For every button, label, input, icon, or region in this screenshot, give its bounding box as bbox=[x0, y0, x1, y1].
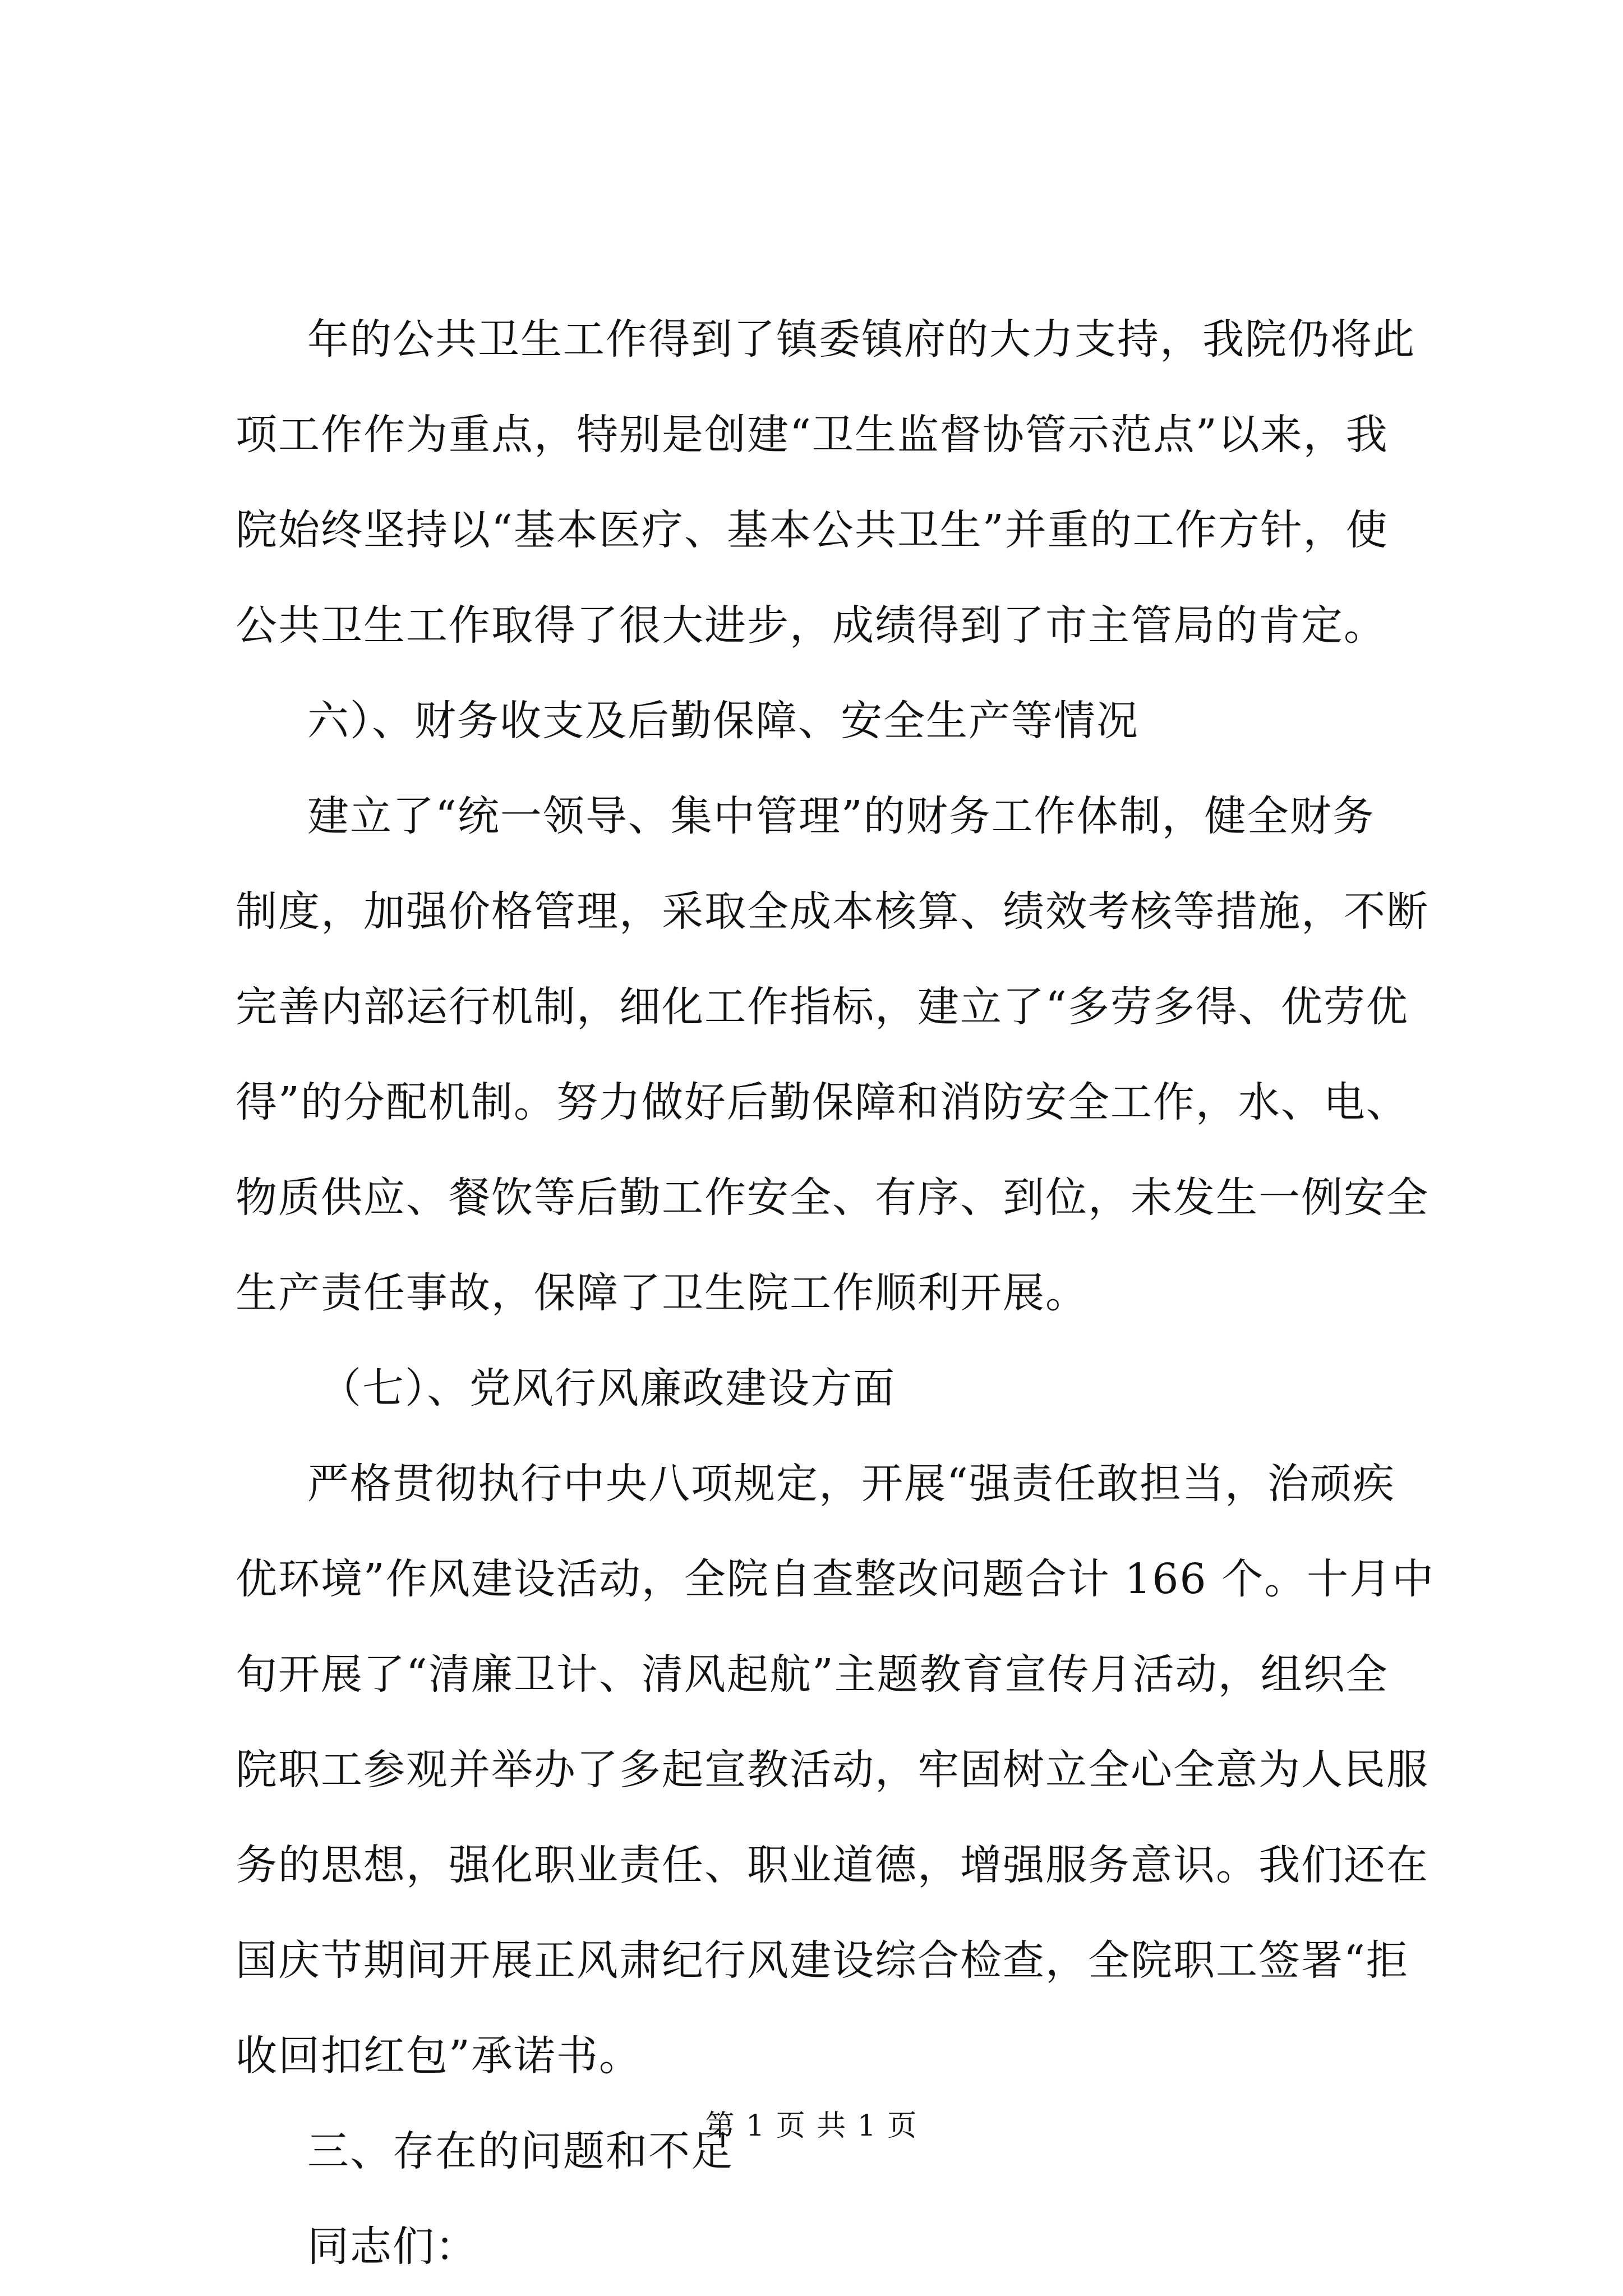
paragraph-line: 年的公共卫生工作得到了镇委镇府的大力支持，我院仍将此 bbox=[307, 315, 1415, 364]
paragraph-line: 国庆节期间开展正风肃纪行风建设综合检查，全院职工签署“拒 bbox=[236, 1936, 1409, 1985]
paragraph-line: 得”的分配机制。努力做好后勤保障和消防安全工作，水、电、 bbox=[236, 1078, 1409, 1126]
section-heading-problems: 三、存在的问题和不足 bbox=[307, 2127, 734, 2175]
paragraph-line: 公共卫生工作取得了很大进步，成绩得到了市主管局的肯定。 bbox=[236, 601, 1386, 650]
paragraph-line: 旬开展了“清廉卫计、清风起航”主题教育宣传月活动，组织全 bbox=[236, 1650, 1389, 1699]
paragraph-line: 建立了“统一领导、集中管理”的财务工作体制，健全财务 bbox=[307, 792, 1375, 840]
section-heading-finance: 六）、财务收支及后勤保障、安全生产等情况 bbox=[307, 697, 1139, 745]
paragraph-line: 物质供应、餐饮等后勤工作安全、有序、到位，未发生一例安全 bbox=[236, 1174, 1429, 1222]
paragraph-line: 优环境”作风建设活动，全院自查整改问题合计 166 个。十月中 bbox=[236, 1555, 1435, 1603]
paragraph-line: 收回扣红包”承诺书。 bbox=[236, 2032, 642, 2080]
paragraph-line: 制度，加强价格管理，采取全成本核算、绩效考核等措施，不断 bbox=[236, 887, 1429, 936]
paragraph-line: 项工作作为重点，特别是创建“卫生监督协管示范点”以来，我 bbox=[236, 411, 1389, 459]
paragraph-line: 院始终坚持以“基本医疗、基本公共卫生”并重的工作方针，使 bbox=[236, 506, 1389, 554]
page-footer: 第 1 页 共 1 页 bbox=[705, 2109, 918, 2143]
paragraph-line: 务的思想，强化职业责任、职业道德，增强服务意识。我们还在 bbox=[236, 1841, 1429, 1889]
paragraph-line: 生产责任事故，保障了卫生院工作顺利开展。 bbox=[236, 1269, 1088, 1317]
paragraph-line: 严格贯彻执行中央八项规定，开展“强责任敢担当，治顽疾 bbox=[307, 1460, 1395, 1508]
paragraph-line: 院职工参观并举办了多起宣教活动，牢固树立全心全意为人民服 bbox=[236, 1746, 1429, 1794]
section-heading-party-conduct: （七）、党风行风廉政建设方面 bbox=[320, 1364, 896, 1412]
document-body bbox=[236, 292, 1458, 2294]
paragraph-line: 完善内部运行机制，细化工作指标，建立了“多劳多得、优劳优 bbox=[236, 983, 1409, 1031]
salutation: 同志们： bbox=[307, 2223, 478, 2271]
